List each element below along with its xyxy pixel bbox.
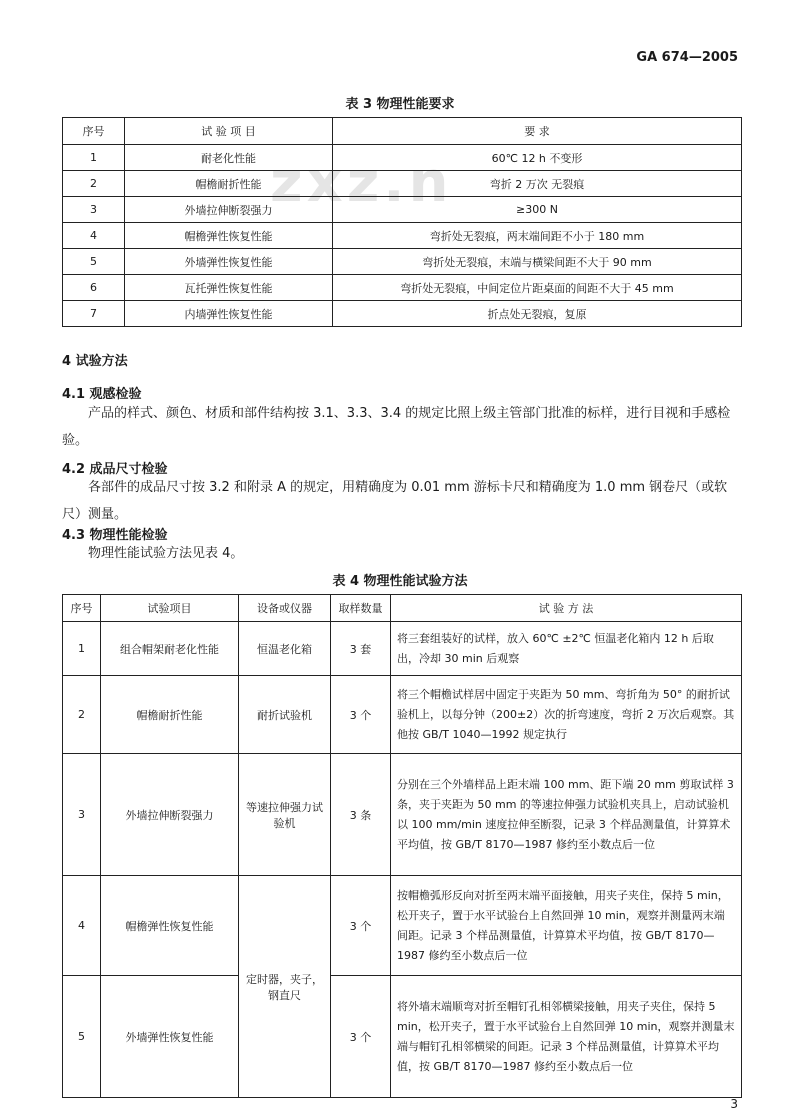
- row-requirement: 弯折处无裂痕，中间定位片距桌面的间距不大于 45 mm: [333, 275, 742, 301]
- row-no: 3: [63, 754, 101, 876]
- row-no: 1: [63, 145, 125, 171]
- row-item: 外墙弹性恢复性能: [125, 249, 333, 275]
- section-4-3-text: 物理性能试验方法见表 4。: [88, 546, 244, 561]
- header-no: 序号: [63, 595, 101, 622]
- table-row: [63, 976, 742, 1098]
- row-item: 外墙拉伸断裂强力: [101, 754, 239, 876]
- row-no: 6: [63, 275, 125, 301]
- row-no: 5: [63, 976, 101, 1098]
- row-requirement: 60℃ 12 h 不变形: [333, 145, 742, 171]
- table4-caption: 表 4 物理性能试验方法: [332, 574, 468, 589]
- table-header-row: [63, 118, 742, 145]
- row-item: 组合帽架耐老化性能: [101, 622, 239, 676]
- header-no: 序号: [63, 118, 125, 145]
- section-4-title: 4 试验方法: [62, 354, 128, 369]
- row-no: 1: [63, 622, 101, 676]
- row-no: 2: [63, 171, 125, 197]
- row-quantity: 3 个: [331, 676, 391, 754]
- header-item: 试验项目: [101, 595, 239, 622]
- row-requirement: 弯折 2 万次 无裂痕: [333, 171, 742, 197]
- table-row: [63, 171, 742, 197]
- section-4-3-title: 4.3 物理性能检验: [62, 528, 168, 543]
- header-quantity: 取样数量: [331, 595, 391, 622]
- section-4-1-title: 4.1 观感检验: [62, 387, 142, 402]
- row-item: 帽檐弹性恢复性能: [125, 223, 333, 249]
- table4: [62, 594, 742, 1098]
- header-requirement: 要 求: [333, 118, 742, 145]
- row-device: 等速拉伸强力试验机: [239, 754, 331, 876]
- row-no: 4: [63, 223, 125, 249]
- row-item: 内墙弹性恢复性能: [125, 301, 333, 327]
- row-requirement: 弯折处无裂痕，两末端间距不小于 180 mm: [333, 223, 742, 249]
- row-method: 将外墙末端顺弯对折至帽钉孔相邻横梁接触，用夹子夹住，保持 5 min，松开夹子，置于水平试验台上自然回弹 10 min，观察并测量末端与帽钉孔相邻横梁的间距。记录 3 个样品测量值，计算算术平均值，按 GB/T 8170—1987 修约至小数点后一位: [391, 976, 742, 1098]
- table3: [62, 117, 742, 327]
- row-item: 瓦托弹性恢复性能: [125, 275, 333, 301]
- row-method: 将三个帽檐试样居中固定于夹距为 50 mm、弯折角为 50° 的耐折试验机上，以每分钟（200±2）次的折弯速度，弯折 2 万次后观察。其他按 GB/T 1040—1992 规定执行: [391, 676, 742, 754]
- row-item: 帽檐耐折性能: [101, 676, 239, 754]
- table-row: [63, 275, 742, 301]
- row-device: 耐折试验机: [239, 676, 331, 754]
- table-row: [63, 197, 742, 223]
- row-quantity: 3 条: [331, 754, 391, 876]
- standard-code: GA 674—2005: [636, 50, 738, 65]
- table-header-row: [63, 595, 742, 622]
- row-requirement: 折点处无裂痕，复原: [333, 301, 742, 327]
- table-row: [63, 249, 742, 275]
- row-item: 外墙拉伸断裂强力: [125, 197, 333, 223]
- row-quantity: 3 个: [331, 976, 391, 1098]
- row-item: 外墙弹性恢复性能: [101, 976, 239, 1098]
- row-item: 帽檐耐折性能: [125, 171, 333, 197]
- section-4-2-title: 4.2 成品尺寸检验: [62, 462, 168, 477]
- page-number: 3: [730, 1097, 738, 1111]
- table-row: [63, 876, 742, 976]
- row-no: 2: [63, 676, 101, 754]
- row-device: 恒温老化箱: [239, 622, 331, 676]
- table-row: [63, 301, 742, 327]
- row-item: 耐老化性能: [125, 145, 333, 171]
- row-requirement: 弯折处无裂痕，末端与横梁间距不大于 90 mm: [333, 249, 742, 275]
- table-row: [63, 145, 742, 171]
- section-4-1-text: 产品的样式、颜色、材质和部件结构按 3.1、3.3、3.4 的规定比照上级主管部门批准的标样，进行目视和手感检验。: [62, 406, 731, 448]
- header-item: 试 验 项 目: [125, 118, 333, 145]
- row-no: 4: [63, 876, 101, 976]
- row-device: 定时器，夹子，钢直尺: [239, 876, 331, 1098]
- table-row: [63, 622, 742, 676]
- row-no: 7: [63, 301, 125, 327]
- table3-caption: 表 3 物理性能要求: [345, 97, 455, 112]
- row-quantity: 3 个: [331, 876, 391, 976]
- table-row: [63, 676, 742, 754]
- row-quantity: 3 套: [331, 622, 391, 676]
- watermark: zxz.n: [270, 150, 453, 215]
- row-method: 按帽檐弧形反向对折至两末端平面接触，用夹子夹住，保持 5 min，松开夹子，置于水平试验台上自然回弹 10 min，观察并测量两末端间距。记录 3 个样品测量值，计算算术平均值，按 GB/T 8170—1987 修约至小数点后一位: [391, 876, 742, 976]
- table-row: [63, 223, 742, 249]
- row-no: 5: [63, 249, 125, 275]
- header-device: 设备或仪器: [239, 595, 331, 622]
- section-4-2-text: 各部件的成品尺寸按 3.2 和附录 A 的规定，用精确度为 0.01 mm 游标卡尺和精确度为 1.0 mm 钢卷尺（或软尺）测量。: [62, 480, 728, 522]
- row-method: 将三套组装好的试样，放入 60℃ ±2℃ 恒温老化箱内 12 h 后取出，冷却 30 min 后观察: [391, 622, 742, 676]
- table-row: [63, 754, 742, 876]
- row-item: 帽檐弹性恢复性能: [101, 876, 239, 976]
- header-method: 试 验 方 法: [391, 595, 742, 622]
- row-method: 分别在三个外墙样品上距末端 100 mm、距下端 20 mm 剪取试样 3 条，夹于夹距为 50 mm 的等速拉伸强力试验机夹具上，启动试验机以 100 mm/min 速度拉伸至断裂，记录 3 个样品测量值，计算算术平均值，按 GB/T 8170—1987 修约至小数点后一位: [391, 754, 742, 876]
- row-requirement: ≥300 N: [333, 197, 742, 223]
- row-no: 3: [63, 197, 125, 223]
